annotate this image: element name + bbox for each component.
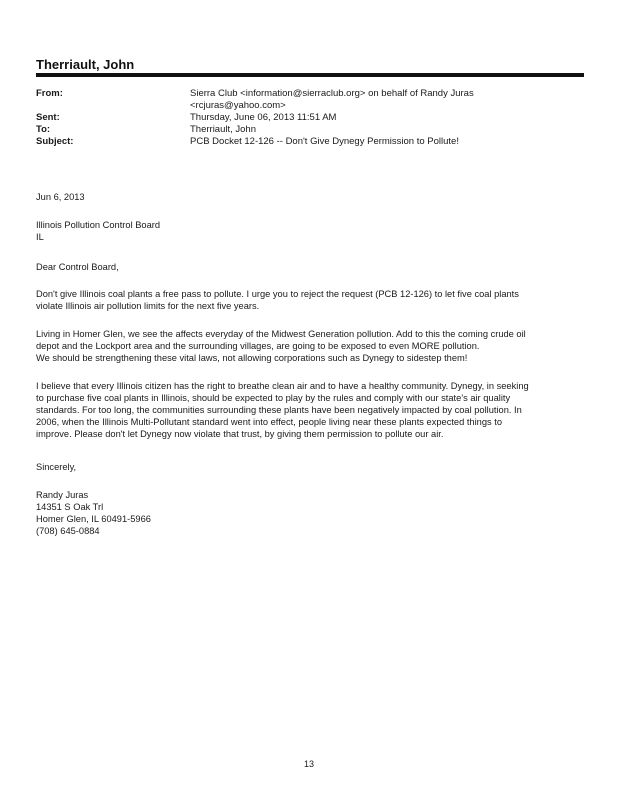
subject-value: PCB Docket 12-126 -- Don't Give Dynegy Permission to Pollute! bbox=[190, 136, 459, 147]
salutation: Dear Control Board, bbox=[36, 262, 119, 272]
from-value-email: <rcjuras@yahoo.com> bbox=[190, 100, 286, 111]
letter-date: Jun 6, 2013 bbox=[36, 192, 85, 202]
paragraph-line: to purchase five coal plants in Illinois, should be expected to play by the rules and comply with our state's air quality bbox=[36, 392, 511, 403]
paragraph-line: Don't give Illinois coal plants a free pass to pollute. I urge you to reject the request (PCB 12-126) to let five coal plants bbox=[36, 289, 519, 299]
paragraph-line: 2006, when the Illinois Multi-Pollutant standard went into effect, people living near these plants expected things to bbox=[36, 416, 502, 427]
recipient-state: IL bbox=[36, 231, 44, 242]
paragraph-line: Living in Homer Glen, we see the affects everyday of the Midwest Generation pollution. Add to this the coming crude oil bbox=[36, 329, 526, 339]
paragraph-2 bbox=[36, 329, 584, 365]
header-divider bbox=[36, 73, 584, 77]
to-value: Therriault, John bbox=[190, 124, 257, 135]
recipient-org: Illinois Pollution Control Board bbox=[36, 220, 161, 230]
from-label: From: bbox=[36, 88, 63, 99]
paragraph-line: depot and the Lockport area and the surrounding villages, are going to be exposed to even MORE pollution. bbox=[36, 340, 480, 351]
sent-label: Sent: bbox=[36, 112, 60, 123]
subject-label: Subject: bbox=[36, 136, 74, 147]
closing: Sincerely, bbox=[36, 462, 77, 472]
from-value: Sierra Club <information@sierraclub.org> on behalf of Randy Juras bbox=[190, 88, 474, 99]
recipient-block bbox=[36, 220, 584, 244]
paragraph-line: violate Illinois air pollution limits for the next five years. bbox=[36, 300, 260, 311]
to-label: To: bbox=[36, 124, 51, 135]
signature-city: Homer Glen, IL 60491-5966 bbox=[36, 513, 151, 524]
paragraph-line: I believe that every Illinois citizen has the right to breathe clean air and to have a healthy community. Dynegy, in seeking bbox=[36, 381, 529, 391]
sent-value: Thursday, June 06, 2013 11:51 AM bbox=[190, 112, 337, 123]
paragraph-line: We should be strengthening these vital laws, not allowing corporations such as Dynegy to sidestep them! bbox=[36, 352, 468, 363]
signature-block bbox=[36, 490, 584, 538]
mailbox-owner-name: Therriault, John bbox=[36, 57, 135, 72]
signature-name: Randy Juras bbox=[36, 490, 89, 500]
paragraph-1 bbox=[36, 289, 584, 313]
page-number: 13 bbox=[303, 759, 314, 769]
signature-phone: (708) 645-0884 bbox=[36, 525, 100, 536]
paragraph-line: improve. Please don't let Dynegy now violate that trust, by giving them permission to pollute our air. bbox=[36, 428, 444, 439]
paragraph-3 bbox=[36, 381, 584, 441]
signature-street: 14351 S Oak Trl bbox=[36, 501, 104, 512]
paragraph-line: standards. For too long, the communities surrounding these plants have been negatively impacted by coal pollution. In bbox=[36, 404, 522, 415]
